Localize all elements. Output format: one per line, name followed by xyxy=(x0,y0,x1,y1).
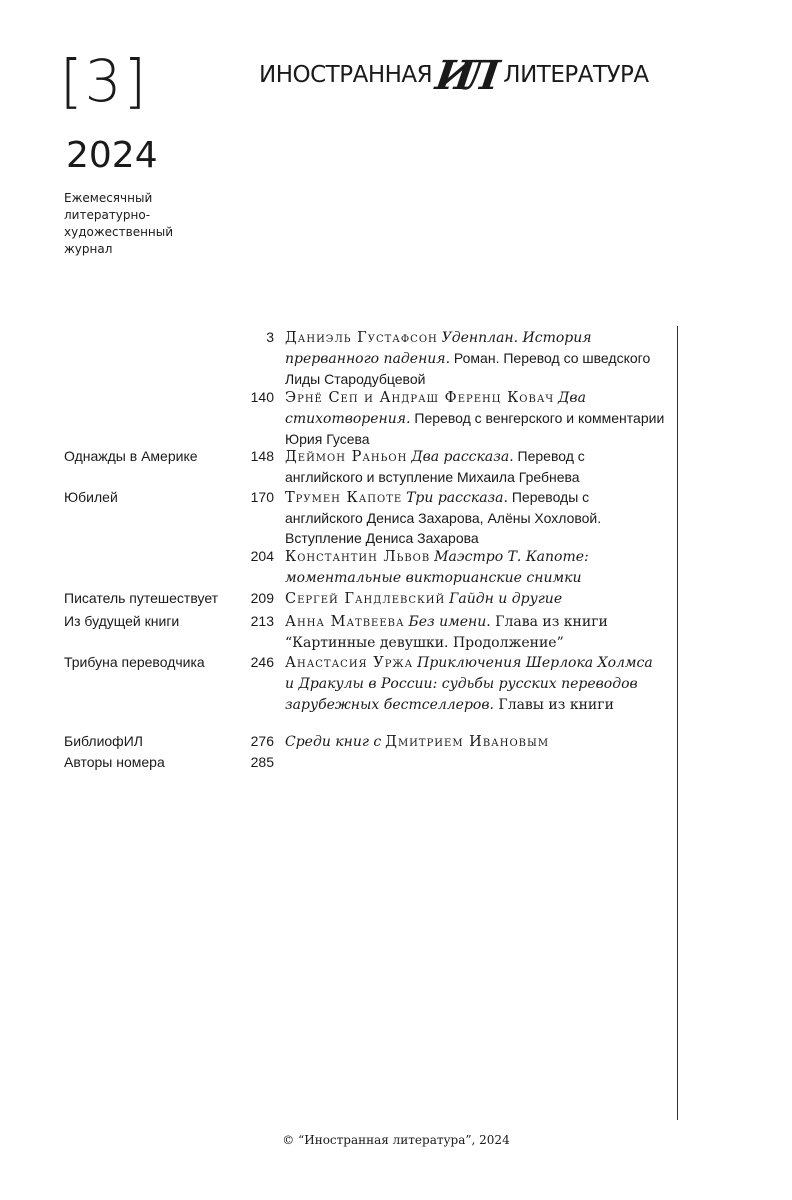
issue-year: 2024 xyxy=(66,135,158,176)
toc-entry xyxy=(285,546,665,588)
toc-entry xyxy=(285,731,665,752)
toc-author: Сергей Гандлевский xyxy=(285,591,446,607)
toc-section: Авторы номера xyxy=(64,754,165,770)
toc-page: 285 xyxy=(250,754,274,770)
toc-page: 3 xyxy=(266,329,274,345)
toc-title: Три рассказа. xyxy=(406,490,508,506)
toc-page: 170 xyxy=(250,489,274,505)
toc-desc: Переводы с английского Дениса Захарова, Алёны Хохловой. Вступление Дениса Захарова xyxy=(285,489,602,546)
copyright: © “Иностранная литература”, 2024 xyxy=(282,1133,510,1147)
toc-author: Константин Львов xyxy=(285,549,431,565)
toc-section: Юбилей xyxy=(64,489,118,505)
toc-title: Уденплан. История прерванного падения. xyxy=(285,330,592,367)
masthead-left: ИНОСТРАННАЯ xyxy=(259,62,433,88)
toc-entry xyxy=(285,611,665,653)
toc-desc: Роман. Перевод со шведского Лиды Стародубцевой xyxy=(285,350,651,387)
toc-entry xyxy=(285,487,665,548)
toc-entry xyxy=(285,387,665,449)
toc-author: Анастасия Уржа xyxy=(285,655,414,671)
toc-title: Маэстро Т. Капоте: моментальные викторианские снимки xyxy=(285,549,589,586)
toc-desc: Перевод с английского и вступление Михаила Гребнева xyxy=(285,448,585,485)
toc-title: Среди книг с xyxy=(285,734,382,750)
toc-page: 213 xyxy=(250,613,274,629)
toc-author: Дмитрием Ивановым xyxy=(385,734,550,750)
toc-section: Из будущей книги xyxy=(64,613,180,629)
toc-page: 140 xyxy=(250,389,274,405)
masthead-right: ЛИТЕРАТУРА xyxy=(503,62,649,88)
toc-author: Даниэль Густафсон xyxy=(285,330,438,346)
toc-author: Трумен Капоте xyxy=(285,490,403,506)
masthead xyxy=(259,52,649,98)
toc-author: Деймон Раньон xyxy=(285,449,408,465)
toc-desc: Глава из книги “Картинные девушки. Продолжение” xyxy=(285,614,608,651)
toc-page: 148 xyxy=(250,448,274,464)
issue-number: [3] xyxy=(60,47,149,115)
toc-entry xyxy=(285,588,665,609)
toc-title: Гайдн и другие xyxy=(449,591,563,607)
toc-title: Без имени. xyxy=(408,614,491,630)
toc-desc: Перевод с венгерского и комментарии Юрия Гусева xyxy=(285,410,665,447)
toc-section: БиблиофИЛ xyxy=(64,733,143,749)
toc-entry xyxy=(285,327,665,389)
toc-author: Эрнё Сеп и Андраш Ференц Ковач xyxy=(285,390,555,406)
toc-page: 246 xyxy=(250,654,274,670)
toc-page: 276 xyxy=(250,733,274,749)
toc-title: Два стихотворения. xyxy=(285,390,586,427)
toc-title: Приключения Шерлока Холмса и Дракулы в России: судьбы русских переводов зарубежных бестселлеров. xyxy=(285,655,653,713)
toc-section: Писатель путешествует xyxy=(64,590,219,606)
toc-page: 204 xyxy=(250,548,274,564)
toc-entry xyxy=(285,652,665,715)
magazine-subtitle: Ежемесячный литературно-художественный журнал xyxy=(64,191,174,256)
toc-section: Трибуна переводчика xyxy=(64,654,205,670)
toc-author: Анна Матвеева xyxy=(285,614,405,630)
il-logo: ИЛ xyxy=(432,51,493,99)
toc-section: Однажды в Америке xyxy=(64,448,198,464)
toc-entry xyxy=(285,446,665,487)
toc-title: Два рассказа. xyxy=(411,449,514,465)
toc-page: 209 xyxy=(250,590,274,606)
vertical-rule xyxy=(677,326,678,1120)
toc-desc: Главы из книги xyxy=(493,697,614,713)
